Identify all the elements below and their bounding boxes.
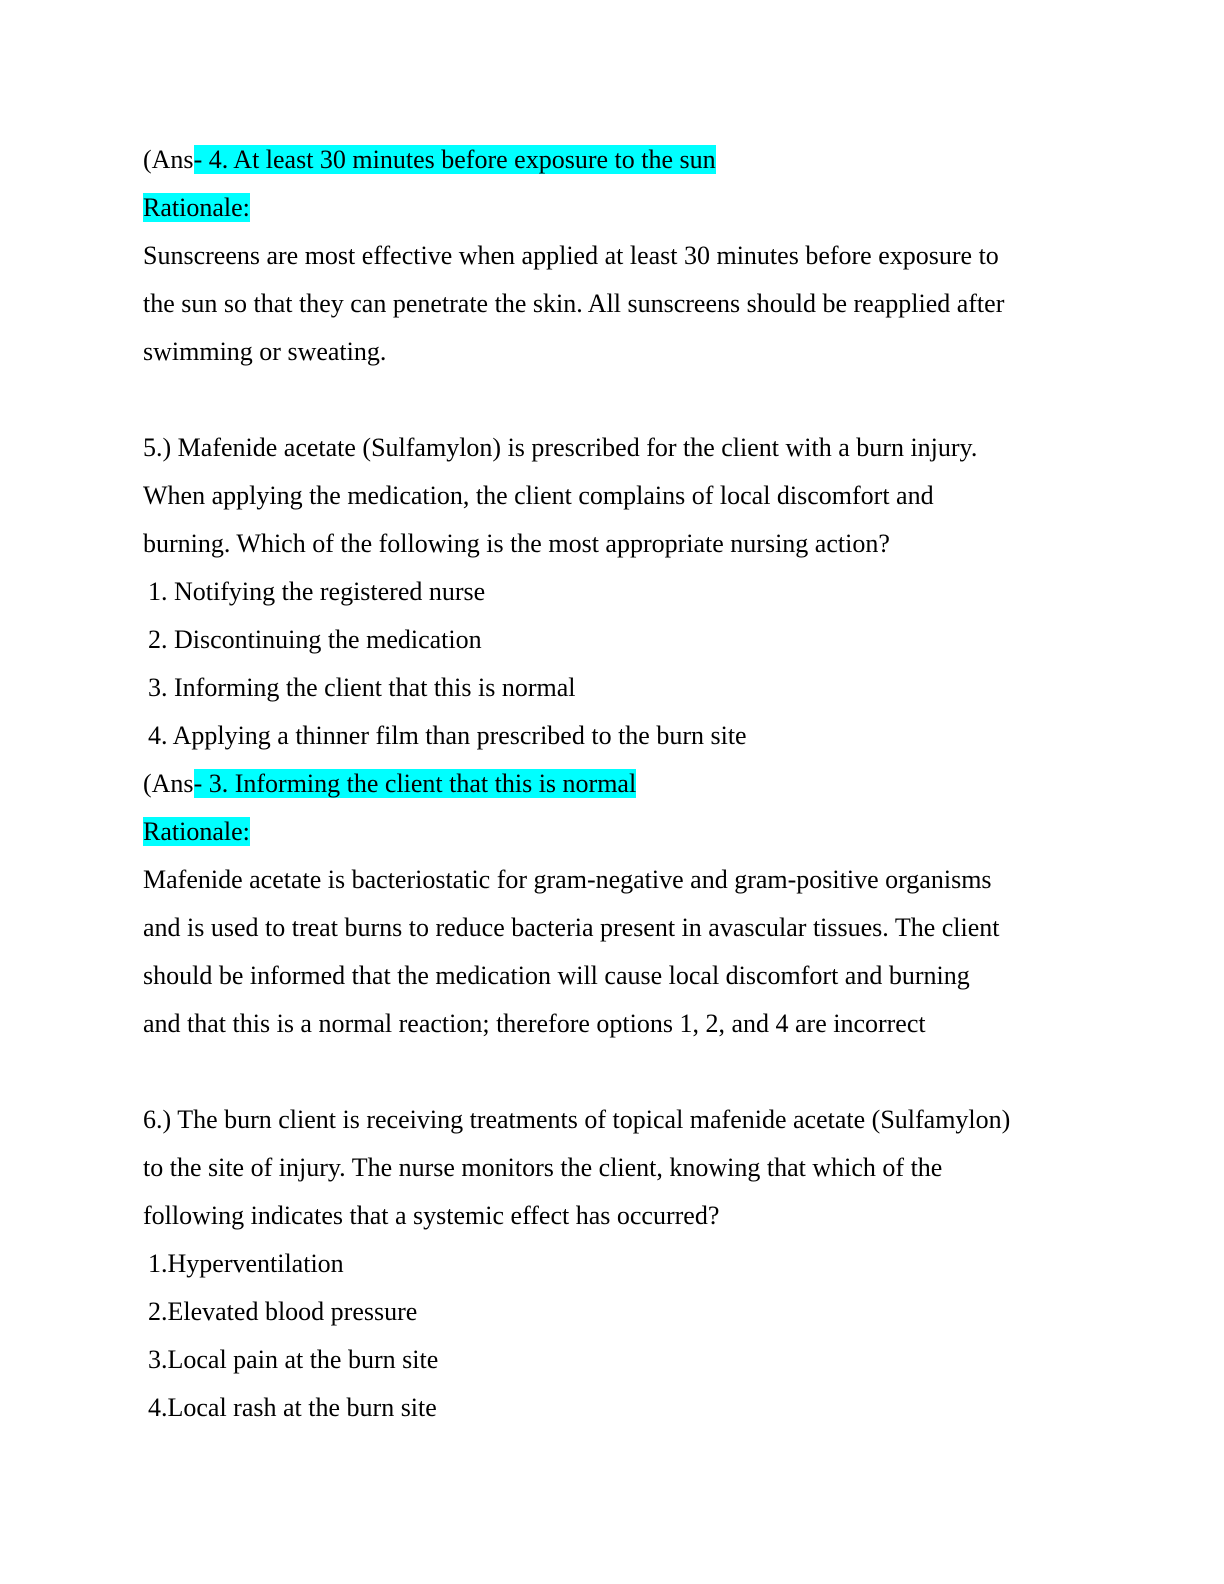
option-item: 3.Local pain at the burn site bbox=[148, 1345, 439, 1374]
rationale-text-line: and that this is a normal reaction; therefore options 1, 2, and 4 are incorrect bbox=[143, 1009, 926, 1038]
option-item: 2.Elevated blood pressure bbox=[148, 1297, 418, 1326]
option-item: 4.Local rash at the burn site bbox=[148, 1393, 437, 1422]
rationale-text-line: should be informed that the medication will cause local discomfort and burning bbox=[143, 961, 970, 990]
question-text-line: When applying the medication, the client complains of local discomfort and bbox=[143, 481, 934, 510]
rationale-text-line: the sun so that they can penetrate the skin. All sunscreens should be reapplied after bbox=[143, 289, 1005, 318]
option-item: 1. Notifying the registered nurse bbox=[148, 577, 486, 606]
q5-rationale-label-line bbox=[143, 808, 1083, 856]
question-text-line: 6.) The burn client is receiving treatments of topical mafenide acetate (Sulfamylon) bbox=[143, 1105, 1011, 1134]
option-item: 2. Discontinuing the medication bbox=[148, 625, 482, 654]
option-item: 1.Hyperventilation bbox=[148, 1249, 344, 1278]
paragraph-gap bbox=[143, 376, 1083, 424]
rationale-text-line: and is used to treat burns to reduce bacteria present in avascular tissues. The client bbox=[143, 913, 1000, 942]
question-text-line: to the site of injury. The nurse monitors the client, knowing that which of the bbox=[143, 1153, 943, 1182]
option-item: 3. Informing the client that this is normal bbox=[148, 673, 576, 702]
rationale-text-line: Mafenide acetate is bacteriostatic for gram-negative and gram-positive organisms bbox=[143, 865, 992, 894]
question-text-line: following indicates that a systemic effect has occurred? bbox=[143, 1201, 720, 1230]
option-item: 4. Applying a thinner film than prescribed to the burn site bbox=[148, 721, 747, 750]
rationale-label: Rationale: bbox=[143, 817, 250, 846]
question-text-line: burning. Which of the following is the most appropriate nursing action? bbox=[143, 529, 890, 558]
q4-rationale-label-line bbox=[143, 184, 1083, 232]
rationale-text-line: Sunscreens are most effective when applied at least 30 minutes before exposure to bbox=[143, 241, 999, 270]
answer-prefix: (Ans bbox=[143, 145, 194, 174]
question-text-line: 5.) Mafenide acetate (Sulfamylon) is prescribed for the client with a burn injury. bbox=[143, 433, 978, 462]
document-body bbox=[143, 136, 1083, 1432]
answer-prefix: (Ans bbox=[143, 769, 194, 798]
answer-highlight: - 4. At least 30 minutes before exposure to the sun bbox=[193, 145, 716, 174]
q4-answer-line bbox=[143, 136, 1083, 184]
rationale-label: Rationale: bbox=[143, 193, 250, 222]
answer-highlight: - 3. Informing the client that this is normal bbox=[193, 769, 637, 798]
paragraph-gap bbox=[143, 1048, 1083, 1096]
q5-answer-line bbox=[143, 760, 1083, 808]
rationale-text-line: swimming or sweating. bbox=[143, 337, 387, 366]
